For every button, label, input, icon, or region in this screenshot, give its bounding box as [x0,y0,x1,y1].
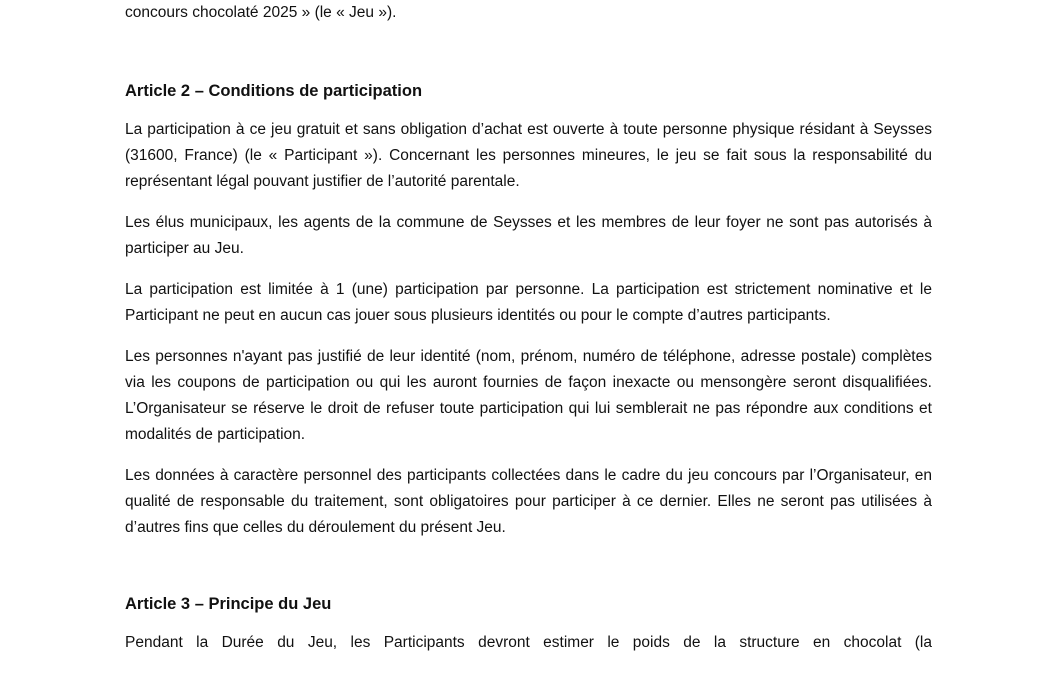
paragraph-continuation: concours chocolaté 2025 » (le « Jeu »). [125,4,397,21]
article-2-paragraph-4: Les personnes n'ayant pas justifié de leur identité (nom, prénom, numéro de téléphone, adresse postale) complètes via les coupons de participation ou qui les auront fournies de façon inexacte ou mensongère seront disqualifiées. L’Organisateur se réserve le droit de refuser toute participation qui lui semblerait ne pas répondre aux conditions et modalités de participation. [125,348,932,443]
document-content [125,0,932,656]
article-3-heading: Article 3 – Principe du Jeu [125,595,332,613]
article-3-paragraph-1: Pendant la Durée du Jeu, les Participants devront estimer le poids de la structure en chocolat (la [125,634,932,651]
article-2-paragraph-5: Les données à caractère personnel des participants collectées dans le cadre du jeu concours par l’Organisateur, en qualité de responsable du traitement, sont obligatoires pour participer à ce dernier. Elles ne seront pas utilisées à d’autres fins que celles du déroulement du présent Jeu. [125,467,932,536]
article-2-paragraph-1: La participation à ce jeu gratuit et sans obligation d’achat est ouverte à toute personne physique résidant à Seysses (31600, France) (le « Participant »). Concernant les personnes mineures, le jeu se fait sous la responsabilité du représentant légal pouvant justifier de l’autorité parentale. [125,121,932,190]
article-2-paragraph-3: La participation est limitée à 1 (une) participation par personne. La participation est strictement nominative et le Participant ne peut en aucun cas jouer sous plusieurs identités ou pour le compte d’autres participants. [125,281,932,324]
article-2-paragraph-2: Les élus municipaux, les agents de la commune de Seysses et les membres de leur foyer ne sont pas autorisés à participer au Jeu. [125,214,932,257]
article-2-heading: Article 2 – Conditions de participation [125,82,423,100]
